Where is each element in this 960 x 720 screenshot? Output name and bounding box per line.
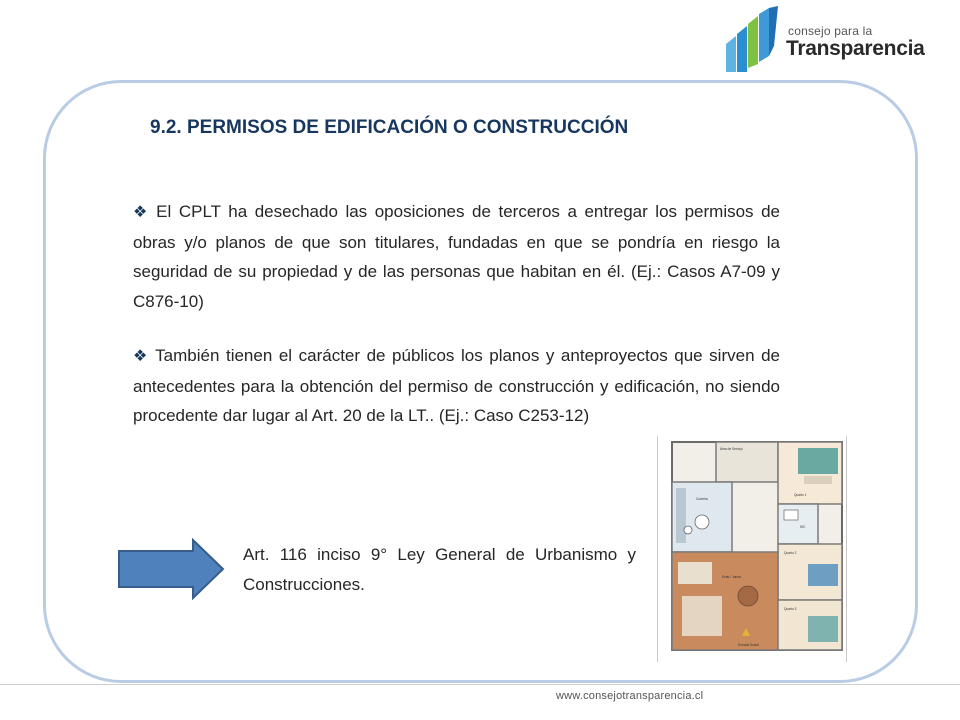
right-arrow-icon [117, 538, 227, 600]
floor-plan-image [657, 436, 847, 662]
cplt-logo [722, 6, 925, 74]
law-reference-text: Art. 116 inciso 9° Ley General de Urbanismo y Construcciones. [243, 545, 636, 594]
bullet-item-1 [133, 197, 780, 316]
fp-label-service: Área de Serviço [720, 447, 743, 451]
footer-url[interactable]: www.consejotransparencia.cl [556, 690, 704, 702]
fp-label-entrada: Entrada Social [738, 643, 759, 647]
logo-line-1: consejo para la [788, 24, 873, 38]
diamond-bullet-icon: ❖ [133, 204, 151, 221]
slide-title: 9.2. PERMISOS DE EDIFICACIÓN O CONSTRUCCIÓN [150, 117, 629, 138]
footer-divider [0, 684, 960, 685]
fp-label-estar: Estar / Jantar [722, 575, 741, 579]
bullet-text-2: También tienen el carácter de públicos los planos y anteproyectos que sirven de antecedentes para la obtención del permiso de construcción y edificación, no siendo procedente dar lugar al Art. 20 de la LT.. (Ej.: Caso C253-12) [133, 346, 780, 425]
bullet-text-1: El CPLT ha desechado las oposiciones de terceros a entregar los permisos de obras y/o planos de que son titulares, fundadas en que se pondría en riesgo la seguridad de su propiedad y de las personas que habitan en él. (Ej.: Casos A7-09 y C876-10) [133, 202, 781, 311]
fp-label-wc: WC [800, 525, 806, 529]
fp-label-quarto2: Quarto 2 [784, 551, 797, 555]
bullet-item-2 [133, 341, 780, 431]
fp-label-quarto3: Quarto 3 [784, 607, 797, 611]
diamond-bullet-icon: ❖ [133, 348, 150, 365]
logo-line-2: Transparencia [786, 37, 925, 60]
fp-label-cozinha: Cozinha [696, 497, 708, 501]
logo-bars-icon [722, 6, 792, 74]
fp-label-quarto1: Quarto 1 [794, 493, 807, 497]
